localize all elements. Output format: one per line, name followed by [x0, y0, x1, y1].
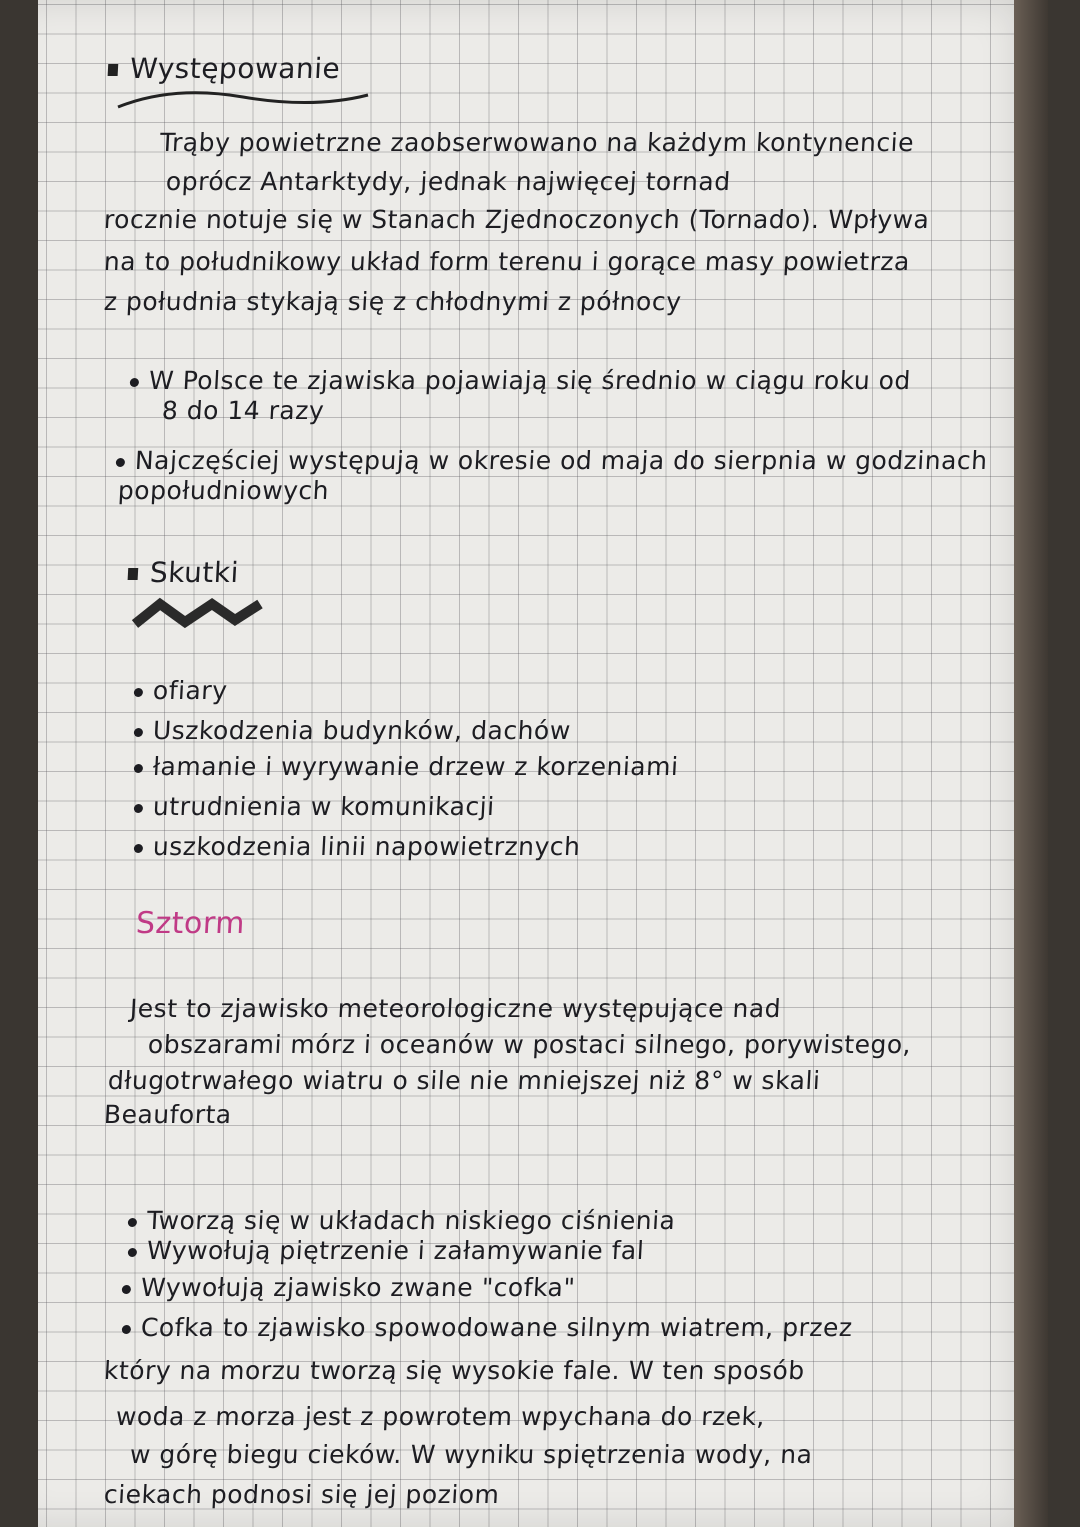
bullet-text: Uszkodzenia budynków, dachów	[152, 716, 572, 745]
bullet-item	[133, 792, 495, 821]
heading-text: Występowanie	[129, 52, 342, 85]
paragraph-line: z południa stykają się z chłodnymi z północy	[103, 287, 683, 316]
square-bullet-icon	[128, 568, 139, 580]
bullet-dot-icon	[128, 1218, 137, 1227]
bullet-item	[133, 716, 571, 745]
bullet-dot-icon	[128, 1248, 137, 1257]
bullet-continuation: woda z morza jest z powrotem wpychana do rzek,	[115, 1402, 766, 1431]
heading-skutki	[127, 556, 240, 589]
bullet-continuation: który na morzu tworzą się wysokie fale. W ten sposób	[103, 1356, 806, 1385]
bullet-dot-icon	[116, 458, 125, 467]
bullet-item	[115, 446, 988, 475]
bullet-dot-icon	[130, 378, 139, 387]
paragraph-line: Jest to zjawisko meteorologiczne występujące nad	[129, 994, 782, 1023]
bullet-dot-icon	[122, 1325, 131, 1334]
square-bullet-icon	[108, 64, 119, 76]
bullet-item	[133, 752, 679, 781]
zigzag-underline-icon	[130, 594, 270, 634]
heading-wystepowanie	[107, 52, 341, 85]
bullet-item	[133, 832, 581, 861]
bullet-text: Cofka to zjawisko spowodowane silnym wiatrem, przez	[140, 1313, 854, 1342]
bullet-text: Tworzą się w układach niskiego ciśnienia	[146, 1206, 677, 1235]
bullet-dot-icon	[134, 764, 143, 773]
bullet-dot-icon	[134, 804, 143, 813]
bullet-text: W Polsce te zjawiska pojawiają się średnio w ciągu roku od	[148, 366, 912, 395]
bullet-item	[121, 1273, 576, 1302]
underline-swoosh-icon	[113, 85, 373, 115]
bullet-continuation: ciekach podnosi się jej poziom	[103, 1480, 501, 1509]
bullet-continuation: popołudniowych	[117, 476, 330, 505]
bullet-dot-icon	[134, 688, 143, 697]
paragraph-line: długotrwałego wiatru o sile nie mniejszej niż 8° w skali	[107, 1066, 822, 1095]
bullet-text: Najczęściej występują w okresie od maja do sierpnia w godzinach	[134, 446, 989, 475]
bullet-continuation: w górę biegu cieków. W wyniku spiętrzenia wody, na	[129, 1440, 814, 1469]
bullet-item	[133, 676, 228, 705]
paragraph-line: obszarami mórz i oceanów w postaci silnego, porywistego,	[147, 1030, 912, 1059]
bullet-item	[127, 1236, 645, 1265]
notebook-page	[38, 0, 1048, 1527]
paragraph-line: Trąby powietrzne zaobserwowano na każdym kontynencie	[159, 128, 915, 157]
bullet-text: uszkodzenia linii napowietrznych	[152, 832, 582, 861]
bullet-text: Wywołują piętrzenie i załamywanie fal	[146, 1236, 646, 1265]
bullet-dot-icon	[134, 844, 143, 853]
bullet-text: łamanie i wyrywanie drzew z korzeniami	[152, 752, 680, 781]
paragraph-line: na to południkowy układ form terenu i gorące masy powietrza	[103, 247, 911, 276]
bullet-item	[121, 1313, 853, 1342]
paragraph-line: oprócz Antarktydy, jednak najwięcej tornad	[165, 167, 732, 196]
bullet-item	[129, 366, 911, 395]
paragraph-line: rocznie notuje się w Stanach Zjednoczonych (Tornado). Wpływa	[103, 205, 931, 234]
bullet-text: utrudnienia w komunikacji	[152, 792, 496, 821]
bullet-text: Wywołują zjawisko zwane "cofka"	[140, 1273, 577, 1302]
bullet-item	[127, 1206, 676, 1235]
heading-sztorm: Sztorm	[135, 906, 246, 941]
bullet-dot-icon	[122, 1285, 131, 1294]
paragraph-line: Beauforta	[103, 1100, 233, 1129]
bullet-continuation: 8 do 14 razy	[161, 396, 326, 425]
bullet-text: ofiary	[152, 676, 229, 705]
page-binding-edge	[1014, 0, 1048, 1527]
heading-text: Skutki	[149, 556, 240, 589]
bullet-dot-icon	[134, 728, 143, 737]
